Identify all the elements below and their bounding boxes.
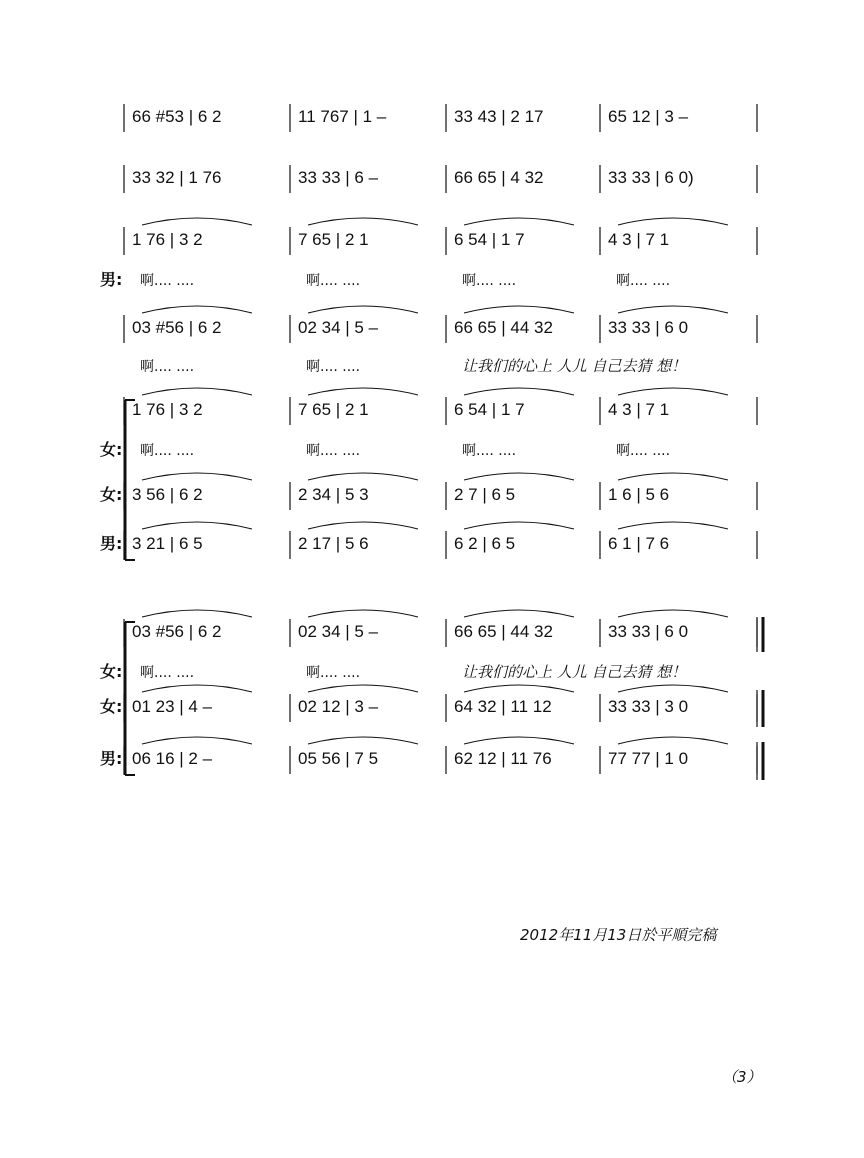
lyric-segment: 让我们的心上 人儿 自己去猜 想！ <box>462 357 687 375</box>
slur <box>618 388 728 395</box>
measure-pair: 11 767 | 1 – <box>298 107 387 126</box>
slur <box>308 473 418 480</box>
slur <box>142 685 252 692</box>
measure-pair: 1 6 | 5 6 <box>608 485 670 504</box>
measure-pair: 66 65 | 4 32 <box>454 168 544 187</box>
measure-pair: 03 #56 | 6 2 <box>132 622 222 641</box>
slur <box>618 685 728 692</box>
slur <box>308 522 418 529</box>
slur <box>142 218 252 225</box>
measure-pair: 02 12 | 3 – <box>298 697 379 716</box>
page-number: （3） <box>722 1068 762 1086</box>
measure-pair: 33 33 | 6 0) <box>608 168 694 187</box>
slur <box>618 522 728 529</box>
lyric-segment: 啊.... .... <box>140 359 195 375</box>
measure-pair: 7 65 | 2 1 <box>298 230 369 249</box>
part-label: 男: <box>100 749 123 768</box>
measure-pair: 64 32 | 11 12 <box>454 697 552 716</box>
slur <box>142 737 252 744</box>
completion-date: 2012年11月13日於平順完稿 <box>520 926 717 944</box>
lyric-row <box>100 270 670 289</box>
slur <box>464 522 574 529</box>
notation-row <box>100 746 757 774</box>
measure-pair: 1 76 | 3 2 <box>132 230 203 249</box>
measure-pair: 6 2 | 6 5 <box>454 534 516 553</box>
slur <box>308 306 418 313</box>
slur <box>142 610 252 617</box>
slur <box>142 522 252 529</box>
measure-pair: 66 65 | 44 32 <box>454 318 553 337</box>
lyric-row <box>100 662 686 681</box>
lyric-segment: 让我们的心上 人儿 自己去猜 想！ <box>462 663 687 681</box>
lyric-segment: 啊.... .... <box>306 665 361 681</box>
measure-pair: 3 56 | 6 2 <box>132 485 203 504</box>
slur <box>618 218 728 225</box>
slur <box>618 737 728 744</box>
lyric-row <box>140 357 686 375</box>
slur <box>308 218 418 225</box>
lyric-segment: 啊.... .... <box>306 359 361 375</box>
slur <box>308 610 418 617</box>
lyric-segment: 啊.... .... <box>462 273 517 289</box>
part-label: 男: <box>100 534 123 553</box>
part-label: 女: <box>100 440 123 459</box>
slur <box>142 473 252 480</box>
slur <box>142 306 252 313</box>
slur <box>464 388 574 395</box>
measure-pair: 77 77 | 1 0 <box>608 749 689 768</box>
measure-pair: 7 65 | 2 1 <box>298 400 369 419</box>
measure-pair: 02 34 | 5 – <box>298 318 379 337</box>
measure-pair: 6 1 | 7 6 <box>608 534 670 553</box>
measure-pair: 6 54 | 1 7 <box>454 230 525 249</box>
measure-pair: 66 #53 | 6 2 <box>132 107 222 126</box>
part-label: 女: <box>100 485 123 504</box>
notation-row <box>124 104 757 132</box>
slur <box>618 610 728 617</box>
lyric-segment: 啊.... .... <box>140 665 195 681</box>
part-label: 男: <box>100 270 123 289</box>
lyric-segment: 啊.... .... <box>616 443 671 459</box>
score-rows <box>100 104 757 774</box>
slur <box>618 473 728 480</box>
slur <box>618 306 728 313</box>
slur <box>464 685 574 692</box>
measure-pair: 2 7 | 6 5 <box>454 485 516 504</box>
lyric-segment: 啊.... .... <box>306 273 361 289</box>
measure-pair: 02 34 | 5 – <box>298 622 379 641</box>
lyric-segment: 啊.... .... <box>306 443 361 459</box>
measure-pair: 1 76 | 3 2 <box>132 400 203 419</box>
measure-pair: 2 17 | 5 6 <box>298 534 369 553</box>
measure-pair: 33 32 | 1 76 <box>132 168 222 187</box>
measure-pair: 33 43 | 2 17 <box>454 107 544 126</box>
notation-row <box>100 694 757 722</box>
measure-pair: 3 21 | 6 5 <box>132 534 203 553</box>
lyric-segment: 啊.... .... <box>140 273 195 289</box>
slur <box>308 388 418 395</box>
measure-pair: 66 65 | 44 32 <box>454 622 553 641</box>
measure-pair: 6 54 | 1 7 <box>454 400 525 419</box>
slur <box>308 685 418 692</box>
lyric-segment: 啊.... .... <box>462 443 517 459</box>
notation-row <box>124 227 757 255</box>
measure-pair: 33 33 | 3 0 <box>608 697 689 716</box>
notation-row <box>100 531 757 559</box>
measure-pair: 03 #56 | 6 2 <box>132 318 222 337</box>
measure-pair: 33 33 | 6 0 <box>608 622 689 641</box>
slur <box>142 388 252 395</box>
part-label: 女: <box>100 697 123 716</box>
notation-row <box>124 315 757 343</box>
measure-pair: 62 12 | 11 76 <box>454 749 552 768</box>
lyric-segment: 啊.... .... <box>616 273 671 289</box>
slur <box>464 218 574 225</box>
part-label: 女: <box>100 662 123 681</box>
slur <box>464 473 574 480</box>
slur <box>464 610 574 617</box>
notation-row <box>124 619 757 647</box>
measure-pair: 4 3 | 7 1 <box>608 400 670 419</box>
measure-pair: 06 16 | 2 – <box>132 749 213 768</box>
slur <box>308 737 418 744</box>
measure-pair: 33 33 | 6 – <box>298 168 379 187</box>
notation-row <box>100 482 757 510</box>
lyric-row <box>100 440 670 459</box>
notation-row <box>124 165 757 193</box>
measure-pair: 65 12 | 3 – <box>608 107 689 126</box>
lyric-segment: 啊.... .... <box>140 443 195 459</box>
notation-row <box>124 397 757 425</box>
slur <box>464 737 574 744</box>
measure-pair: 2 34 | 5 3 <box>298 485 369 504</box>
measure-pair: 33 33 | 6 0 <box>608 318 689 337</box>
measure-pair: 05 56 | 7 5 <box>298 749 379 768</box>
slur <box>464 306 574 313</box>
measure-pair: 01 23 | 4 – <box>132 697 213 716</box>
measure-pair: 4 3 | 7 1 <box>608 230 670 249</box>
